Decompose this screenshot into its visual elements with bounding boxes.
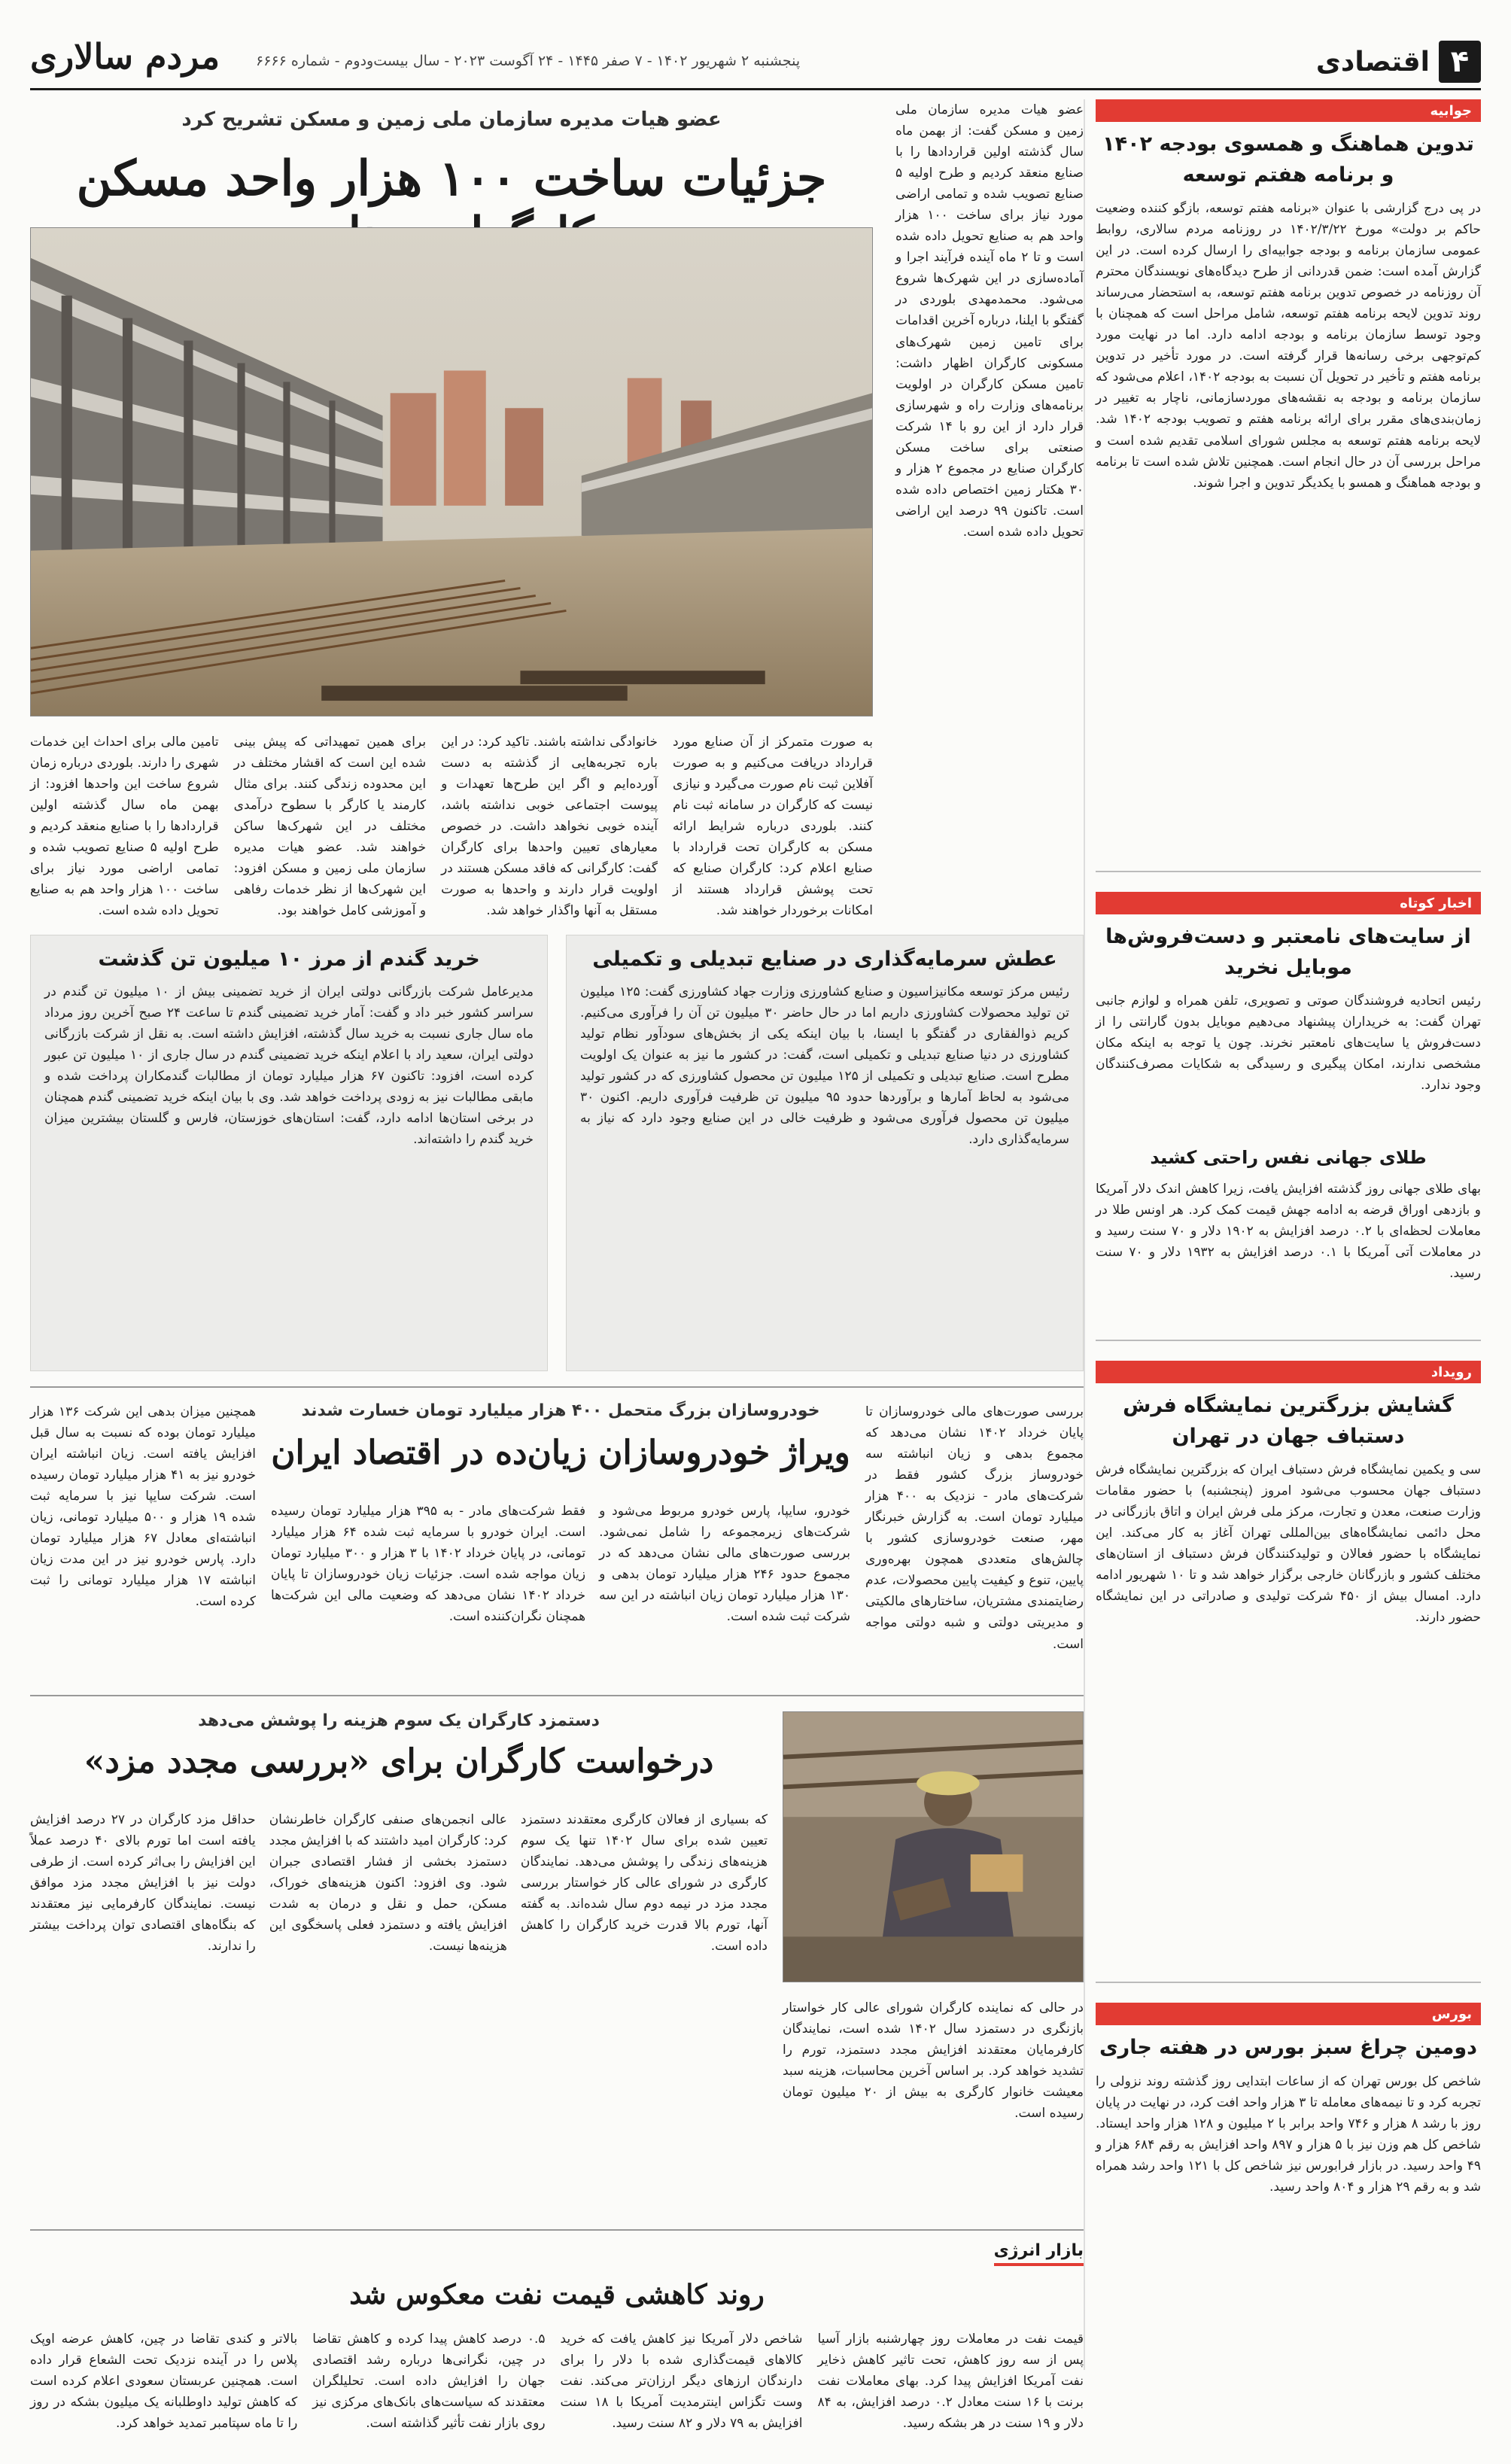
article-columns bbox=[30, 2329, 1084, 2464]
article-kicker: خودروسازان بزرگ متحمل ۴۰۰ هزار میلیارد تومان خسارت شدند bbox=[301, 1401, 820, 1420]
lead-side-column bbox=[895, 99, 1084, 912]
construction-image bbox=[31, 228, 872, 716]
wage-article bbox=[30, 1695, 1084, 2214]
article-headline: دومین چراغ سبز بورس در هفته جاری bbox=[1099, 2036, 1478, 2059]
main-column bbox=[30, 99, 1084, 2432]
automaker-article bbox=[30, 1386, 1084, 1680]
article-headline: درخواست کارگران برای «بررسی مجدد مزد» bbox=[84, 1742, 714, 1781]
article-headline: عطش سرمایه‌گذاری در صنایع تبدیلی و تکمیلی bbox=[592, 948, 1057, 971]
section-badge bbox=[1316, 41, 1481, 83]
article-column bbox=[865, 1401, 1084, 1672]
section-name: اقتصادی bbox=[1315, 46, 1430, 78]
article-column bbox=[30, 1401, 256, 1672]
article-body: خانوادگی نداشته باشند. تاکید کرد: در این باره تجربه‌هایی از گذشته به دست آورده‌ایم و اگر این طرح‌ها تعهدات و پیوست اجتماعی خوبی نداشته باشد، آینده خوبی نخواهد داشت. در خصوص معیارهای تعیین واحدها برای کارگران گفت: کارگرانی که فاقد مسکن هستند در اولویت قرار دارند و واحدها به صورت مستقل به آنها واگذار خواهد شد. bbox=[441, 735, 658, 919]
article-body: رئیس اتحادیه فروشندگان صوتی و تصویری، تلفن همراه و لوازم جانبی تهران گفت: به خریداران پیشنهاد می‌دهیم موبایل بدون گارانتی را از دست‌فروش یا سایت‌های نامعتبر نخرند. چون یا توجه به اینکه مکان مشخصی ندارند، امکان پیگیری و رسیدگی به شکایات مصرف‌کنندگان وجود ندارد. bbox=[1096, 993, 1481, 1094]
kicker-label: اخبار کوتاه bbox=[1096, 892, 1481, 914]
kicker-label: جوابیه bbox=[1096, 99, 1481, 122]
article-headline: روند کاهشی قیمت نفت معکوس شد bbox=[349, 2279, 765, 2310]
kicker-label: رویداد bbox=[1096, 1361, 1481, 1383]
construction-photo bbox=[30, 227, 873, 716]
article-columns bbox=[30, 1809, 768, 2201]
article-headline: خرید گندم از مرز ۱۰ میلیون تن گذشت bbox=[98, 948, 480, 971]
sidebar-block-reply bbox=[1096, 99, 1481, 872]
agri-investment-box bbox=[566, 935, 1084, 1371]
article-headline: تدوین هماهنگ و همسوی بودجه ۱۴۰۲ و برنامه هفتم توسعه bbox=[1102, 132, 1474, 187]
article-body: عالی انجمن‌های صنفی کارگران خاطرنشان کرد: کارگران امید داشتند که با افزایش مجدد دستمزد بخشی از فشار اقتصادی جبران شود. وی افزود: اکنون هزینه‌های خوراک، مسکن، حمل و نقل و درمان به شدت افزایش یافته و دستمزد فعلی پاسخگوی این هزینه‌ها نیست. bbox=[269, 1812, 507, 1954]
page-number: ۴ bbox=[1439, 41, 1481, 83]
kicker-label: بورس bbox=[1096, 2003, 1481, 2025]
article-body: رئیس مرکز توسعه مکانیزاسیون و صنایع کشاورزی وزارت جهاد کشاورزی گفت: ۱۲۵ میلیون تن تولید محصولات کشاورزی داریم اما در حال حاضر ۳۰ میلیون تن آن را فرآوری می‌کنیم. کریم ذوالفقاری در گفتگو با ایسنا، با بیان اینکه یکی از بخش‌های سودآور نظام تولید کشاورزی در دنیا صنایع تبدیلی و تکمیلی است، گفت: در کشور ما نیز به عنوان یک اولویت مطرح است. صنایع تبدیلی و تکمیلی از ۱۲۵ میلیون تن محصول کشاورزی که در کشور تولید می‌شود به لحاظ آمارها و برآوردها حدود ۹۵ میلیون تن ظرفیت فرآوری داریم. اکنون ۳۰ میلیون تن محصول فرآوری می‌شود و ظرفیت خالی در این صنایع وجود دارد که نیاز به سرمایه‌گذاری دارد. bbox=[580, 984, 1069, 1148]
paper-logo: مردم سالاری bbox=[30, 36, 220, 77]
lead-body-columns bbox=[30, 732, 873, 919]
sidebar-block-bourse bbox=[1096, 2003, 1481, 2398]
article-body: همچنین میزان بدهی این شرکت ۱۳۶ هزار میلیارد تومان بوده که نسبت به سال قبل افزایش یافته است. زیان انباشته ایران خودرو نیز به ۴۱ هزار میلیارد تومان رسیده است. شرکت سایپا نیز با سرمایه ثبت شده ۱۹ هزار و ۵۰۰ میلیارد تومانی، زیان انباشته‌ای معادل ۶۷ هزار میلیارد تومان دارد. پارس خودرو نیز در این مدت زیان انباشته ۱۷ هزار میلیارد تومانی را ثبت کرده است. bbox=[30, 1404, 257, 1610]
sidebar-block-event bbox=[1096, 1361, 1481, 1983]
worker-image bbox=[783, 1712, 1083, 1982]
article-column bbox=[783, 1997, 1084, 2201]
automaker-heading bbox=[271, 1401, 850, 1472]
article-body: شاخص کل بورس تهران که از ساعات ابتدایی روز گذشته روند نزولی را تجربه کرد و تا نیمه‌های معامله تا ۳ هزار واحد افت کرد، در نهایت در پایان روز با رشد ۸ هزار و ۷۴۶ واحد برابر با ۲ میلیون و ۱۲۸ هزار واحد ایستاد. شاخص کل هم وزن نیز با ۵ هزار و ۸۹۷ واحد افزایش به رقم ۶۸۴ هزار و ۴۹ واحد رسید. در بازار فرابورس نیز شاخص کل با ۱۲۱ واحد رشد همراه شد و به رقم ۲۹ هزار و ۸۰۴ واحد رسید. bbox=[1096, 2073, 1482, 2195]
article-body: فقط شرکت‌های مادر - به ۳۹۵ هزار میلیارد تومان رسیده است. ایران خودرو با سرمایه ثبت شده ۶۴ هزار میلیارد تومانی، در پایان خرداد ۱۴۰۲ با ۳ هزار و ۳۰۰ میلیارد تومان زیان مواجه شده است. جزئیات زیان خودروسازان تا پایان خرداد ۱۴۰۲ نشان می‌دهد که وضعیت مالی این شرکت‌ها همچنان نگران‌کننده است. bbox=[271, 1504, 586, 1625]
article-headline: ویراژ خودروسازان زیان‌ده در اقتصاد ایران bbox=[271, 1434, 850, 1472]
article-body: تامین مالی برای احداث این خدمات شهری را دارند. بلوردی درباره زمان شروع ساخت این واحدها افزود: از بهمن ماه سال گذشته اولین قراردادها را با صنایع منعقد کردیم و طرح اولیه ۵ صنایع تصویب شده و تمامی اراضی مورد نیاز برای ساخت ۱۰۰ هزار واحد هم به صنایع تحویل داده شده است. bbox=[30, 735, 219, 919]
worker-photo bbox=[783, 1711, 1084, 1982]
article-body: قیمت نفت در معاملات روز چهارشنبه بازار آسیا پس از سه روز کاهش، تحت تاثیر کاهش ذخایر نفت آمریکا افزایش پیدا کرد. بهای معاملات نفت برنت با ۱۶ سنت معادل ۰.۲ درصد افزایش، به ۸۴ دلار و ۱۹ سنت در هر بشکه رسید. bbox=[817, 2332, 1084, 2432]
article-body: که بسیاری از فعالان کارگری معتقدند دستمزد تعیین شده برای سال ۱۴۰۲ تنها یک سوم هزینه‌های زندگی را پوشش می‌دهد. نمایندگان کارگری در شورای عالی کار خواستار بررسی مجدد مزد در نیمه دوم سال شده‌اند. به گفته آنها، تورم بالا قدرت خرید کارگران را کاهش داده است. bbox=[520, 1812, 768, 1954]
article-kicker: عضو هیات مدیره سازمان ملی زمین و مسکن تشریح کرد bbox=[181, 108, 722, 131]
article-body: ۰.۵ درصد کاهش پیدا کرده و کاهش تقاضا در چین، نگرانی‌ها درباره رشد اقتصادی جهان را افزایش داده است. تحلیلگران معتقدند که سیاست‌های بانک‌های مرکزی نیز روی بازار نفت تأثیر گذاشته است. bbox=[312, 2332, 546, 2432]
sidebar bbox=[1084, 99, 1481, 2370]
oil-article bbox=[30, 2229, 1084, 2432]
article-headline: گشایش بزرگترین نمایشگاه فرش دستباف جهان در تهران bbox=[1123, 1394, 1454, 1448]
article-subheadline: طلای جهانی نفس راحتی کشید bbox=[1150, 1147, 1427, 1168]
date-line: پنجشنبه ۲ شهریور ۱۴۰۲ - ۷ صفر ۱۴۴۵ - ۲۴ آگوست ۲۰۲۳ - سال بیست‌ودوم - شماره ۶۶۶۶ bbox=[256, 53, 801, 69]
article-body: در حالی که نماینده کارگران شورای عالی کار خواستار بازنگری در دستمزد سال ۱۴۰۲ شده است، نمایندگان کارفرمایان معتقدند افزایش مجدد دستمزد، تورم را تشدید خواهد کرد. بر اساس آخرین محاسبات، هزینه سبد معیشت خانوار کارگری به بیش از ۲۰ میلیون تومان رسیده است. bbox=[783, 2000, 1084, 2122]
article-headline: از سایت‌های نامعتبر و دست‌فروش‌ها موبایل نخرید bbox=[1105, 925, 1471, 979]
article-body: شاخص دلار آمریکا نیز کاهش یافت که خرید کالاهای قیمت‌گذاری شده با دلار را برای دارندگان ارزهای دیگر ارزان‌تر می‌کند. نفت وست تگزاس اینترمدیت آمریکا با ۱۸ سنت افزایش به ۷۹ دلار و ۸۲ سنت رسید. bbox=[560, 2332, 803, 2432]
masthead bbox=[30, 30, 1481, 90]
article-body: عضو هیات مدیره سازمان ملی زمین و مسکن گفت: از بهمن ماه سال گذشته اولین قراردادها را با صنایع منعقد کردیم و طرح اولیه ۵ صنایع تصویب شده و تمامی اراضی مورد نیاز برای ساخت ۱۰۰ هزار واحد هم به صنایع تحویل داده شده است و تا ۲ ماه آینده فرآیند اجرا و آماده‌سازی در این شهرک‌ها شروع می‌شود. محمدمهدی بلوردی در گفتگو با ایلنا، درباره آخرین اقدامات برای تامین زمین شهرک‌های مسکونی کارگران اظهار داشت: تامین مسکن کارگران در اولویت برنامه‌های وزارت راه و شهرسازی قرار دارد از این رو با ۱۴ شرکت صنعتی برای ساخت مسکن کارگران صنایع در مجموع ۲ هزار و ۳۰ هکتار زمین اختصاص داده شده است. تاکنون ۹۹ درصد این اراضی تحویل داده شده است. bbox=[895, 102, 1084, 540]
boxes-row bbox=[30, 935, 1084, 1371]
article-body: بهای طلای جهانی روز گذشته افزایش یافت، زیرا کاهش اندک دلار آمریکا و بازدهی اوراق قرضه به ادامه جهش قیمت کمک کرد. هر اونس طلا در معاملات لحظه‌ای با ۰.۲ درصد افزایش به ۱۹۰۲ دلار و ۷۰ سنت رسید و در معاملات آتی آمریکا با ۰.۱ درصد افزایش به ۱۹۳۲ دلار و ۷۰ سنت رسید. bbox=[1096, 1182, 1481, 1282]
article-kicker: دستمزد کارگران یک سوم هزینه را پوشش می‌دهد bbox=[198, 1711, 600, 1730]
wage-heading bbox=[30, 1711, 768, 1781]
lead-article bbox=[30, 99, 1084, 920]
article-body: در پی درج گزارشی با عنوان «برنامه هفتم توسعه، بازگو کننده وضعیت حاکم بر دولت» مورخ ۱۴۰۲/۳/۲۲ در روزنامه مردم سالاری، روابط عمومی سازمان برنامه و بودجه جوابیه‌ای را ارسال کرده است. در این گزارش آمده است: ضمن قدردانی از طرح دیدگاه‌های نویسندگان محترم آن روزنامه در خصوص تدوین برنامه هفتم توسعه، به استحضار می‌رساند روند تدوین لایحه برنامه هفتم توسعه، شامل مراحل است که همچنان با وجود توسط سازمان برنامه و بودجه ادامه دارد. اما در نهایت مورد کم‌توجهی برخی رسانه‌ها قرار گرفته است. در مورد تأخیر در تدوین برنامه هفتم و تأخیر در تحویل آن نسبت به بودجه ۱۴۰۲، اعلام می‌شود که سازمان برنامه و بودجه به نقشه‌های موردسازمانی، ناچار به تغییر در زمان‌بندی‌های مقرر برای ارائه برنامه هفتم و تصویب بودجه ۱۴۰۲ شد. لایحه برنامه هفتم توسعه به مجلس شورای اسلامی تقدیم شده است و مراحل بررسی آن در حال انجام است. همچنین تلاش شده است تا برنامه و بودجه هماهنگ و همسو با یکدیگر تدوین و اجرا شوند. bbox=[1096, 201, 1481, 491]
article-body: سی و یکمین نمایشگاه فرش دستباف ایران که بزرگترین نمایشگاه فرش دستباف جهان محسوب می‌شود امروز (پنجشنبه) با حضور مقامات وزارت صنعت، معدن و تجارت، مرکز ملی فرش ایران و اتاق بازرگانی در محل دائمی نمایشگاه‌های بین‌المللی تهران آغاز به کار می‌کند. این نمایشگاه با حضور فعالان و تولیدکنندگان فرش دستباف از استان‌های مختلف کشور و بازرگانان خارجی برگزار خواهد شد و تا ۱۰ شهریور ادامه دارد. امسال بیش از ۴۵۰ شرکت تولیدی و صادراتی در این نمایشگاه حضور دارند. bbox=[1096, 1462, 1481, 1626]
article-body: برای همین تمهیداتی که پیش بینی شده این است که اقشار مختلف در این محدوده زندگی کنند. برای مثال کارمند یا کارگر با سطوح درآمدی مختلف در این شهرک‌ها ساکن خواهند شد. عضو هیات مدیره سازمان ملی زمین و مسکن افزود: این شهرک‌ها از نظر خدمات رفاهی و آموزشی کامل خواهند بود. bbox=[233, 735, 427, 919]
article-columns bbox=[271, 1501, 850, 1666]
article-body: به صورت متمرکز از آن صنایع مورد قرارداد دریافت می‌کنیم و به صورت آفلاین ثبت نام صورت می‌گیرد و نیازی نیست که کارگران در سامانه ثبت نام کنند. بلوردی درباره شرایط ارائه مسکن به کارگران تحت قرارداد با صنایع اعلام کرد: کارگران صنایع که تحت پوشش قرارداد هستند از امکانات برخوردار خواهند شد. bbox=[672, 735, 873, 919]
article-kicker: بازار انرژی bbox=[994, 2241, 1084, 2266]
article-body: خودرو، سایپا، پارس خودرو مربوط می‌شود و شرکت‌های زیرمجموعه را شامل نمی‌شود. بررسی صورت‌های مالی نشان می‌دهد که در مجموع حدود ۲۴۶ هزار میلیارد تومان بدهی و ۱۳۰ هزار میلیارد تومان زیان انباشته در این سه شرکت ثبت شده است. bbox=[599, 1504, 850, 1625]
article-body: بالاتر و کندی تقاضا در چین، کاهش عرضه اوپک پلاس را در آینده نزدیک تحت الشعاع قرار داده است. همچنین عربستان سعودی اعلام کرده است که کاهش تولید داوطلبانه یک میلیون بشکه در روز را تا ماه سپتامبر تمدید خواهد کرد. bbox=[30, 2332, 298, 2432]
sidebar-block-news bbox=[1096, 892, 1481, 1341]
wheat-purchase-box bbox=[30, 935, 548, 1371]
article-body: بررسی صورت‌های مالی خودروسازان تا پایان خرداد ۱۴۰۲ نشان می‌دهد که مجموع بدهی و زیان انباشته سه خودروساز بزرگ کشور فقط در شرکت‌های مادر - نزدیک به ۴۰۰ هزار میلیارد تومان است. به گزارش خبرنگار مهر، صنعت خودروسازی کشور با چالش‌های متعددی همچون بهره‌وری پایین، تنوع و کیفیت پایین محصولات، عدم رضایتمندی مشتریان، ساختارهای مالکیتی و مدیریتی دولتی و شبه دولتی مواجه است. bbox=[865, 1404, 1084, 1652]
article-headline: جزئیات ساخت ۱۰۰ هزار واحد مسکن bbox=[76, 151, 827, 207]
article-body: حداقل مزد کارگران در ۲۷ درصد افزایش یافته است اما تورم بالای ۴۰ درصد عملاً این افزایش را بی‌اثر کرده است. از طرفی دولت نیز با افزایش مجدد مزد موافق نیست. نمایندگان کارفرمایی نیز معتقدند که بنگاه‌های اقتصادی توان پرداخت بیشتر را ندارند. bbox=[30, 1812, 256, 1954]
article-body: مدیرعامل شرکت بازرگانی دولتی ایران از خرید تضمینی بیش از ۱۰ میلیون تن گندم در سراسر کشور خبر داد و گفت: آمار خرید تضمینی گندم تا ساعت ۲۴ صبح آخرین روز مرداد ماه سال جاری نسبت به خرید سال گذشته، افزایش داشته است. به نقل از شرکت بازرگانی دولتی ایران، سعید راد با اعلام اینکه خرید تضمینی گندم در سال جاری از ۱۰ میلیون تن عبور کرده است، افزود: تاکنون ۶۷ هزار میلیارد تومان از مطالبات گندمکاران پرداخت شده و مابقی مطالبات نیز به زودی پرداخت خواهد شد. وی با بیان اینکه خرید تضمینی گندم همچنان در برخی استان‌ها ادامه دارد، گفت: استان‌های خوزستان، فارس و گلستان بیشترین میزان خرید گندم را داشته‌اند. bbox=[44, 984, 534, 1148]
